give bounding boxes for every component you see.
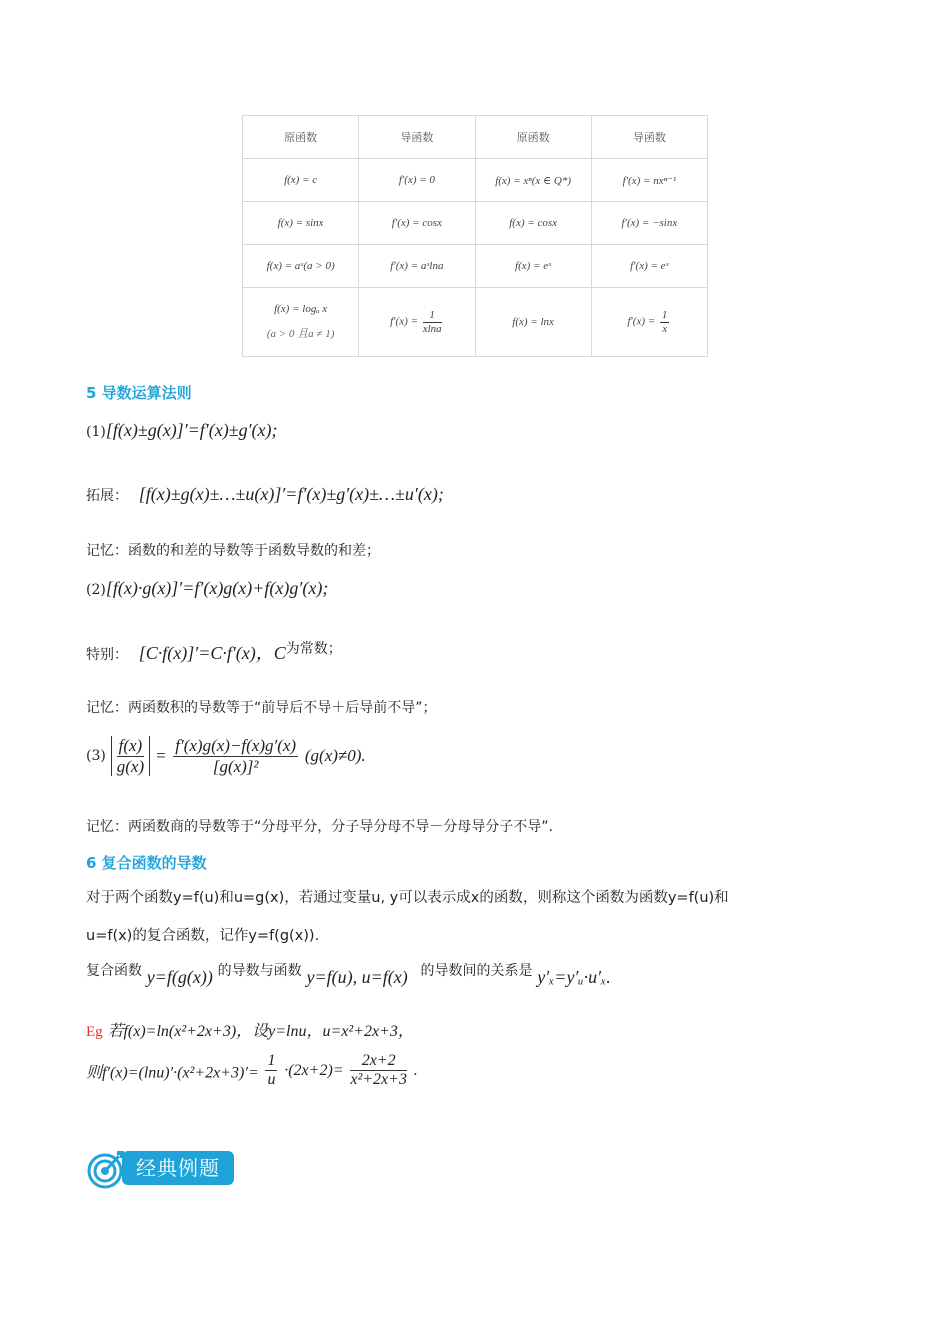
denominator: u [267,1071,276,1089]
table-cell [243,288,359,357]
formula-tail: 为常数； [285,641,342,657]
rule-1 [86,420,277,441]
table-cell: f′(x) = −sinx [591,202,707,245]
extension [86,484,444,505]
table-cell: f(x) = lnx [475,288,591,357]
table-cell: f′(x) = aˣlna [359,245,475,288]
eg-label: Eg [86,1024,103,1040]
table-cell: f′(x) = nxⁿ⁻¹ [591,159,707,202]
cell-prefix: f′(x) = [627,315,656,328]
text: 复合函数 [86,963,142,979]
table-header: 原函数 [475,116,591,159]
fraction [173,736,298,776]
memo: 记忆：两函数积的导数等于“前导后不导＋后导前不导”； [86,700,437,716]
condition: (g(x)≠0). [304,746,366,766]
formula: [f(x)±g(x)]′=f′(x)±g′(x); [105,420,278,440]
classic-examples-badge [86,1148,236,1190]
formula: ·(2x+2)= [284,1061,344,1079]
table-row [243,159,708,202]
rule-2 [86,578,328,599]
text: 的导数间的关系是 [420,963,533,979]
table-cell: f(x) = cosx [475,202,591,245]
rule-label: (3) [86,748,106,765]
table-header: 导函数 [359,116,475,159]
section-heading: 5 导数运算法则 [86,384,192,402]
special-label: 特别： [86,647,128,663]
table-cell: f′(x) = eˣ [591,245,707,288]
table-header-row [243,116,708,159]
formula: 则f′(x)=(lnu)′·(x²+2x+3)′= [86,1064,259,1082]
bracket [111,736,151,776]
table-cell: f(x) = c [243,159,359,202]
formula: [f(x)±g(x)±…±u(x)]′=f′(x)±g′(x)±…±u′(x); [138,484,444,504]
numerator: f(x) [118,736,143,755]
formula: y=f(u), u=f(x) [306,967,408,987]
table-cell: f′(x) = cosx [359,202,475,245]
table-cell: f(x) = xⁿ(x ∈ Q*) [475,159,591,202]
composite-relation [86,960,611,988]
denominator: x²+2x+3 [350,1071,407,1089]
table-cell: f(x) = aˣ(a > 0) [243,245,359,288]
memo: 记忆：函数的和差的导数等于函数导数的和差； [86,543,380,559]
rule-3: (3) $\frac{f(x)}{g(x)}$ = $\frac{f'(x)g(x)-f(x)g'(x)}{\text{[g(x)]²}}$ (g(x)≠0). [86,736,366,776]
formula: [C·f(x)]′=C·f′(x)，C [138,643,286,663]
cell-prefix: f′(x) = [390,315,418,328]
fraction [350,1052,407,1090]
derivative-table [242,115,708,357]
example-line-2 [86,1052,418,1090]
formula: . [413,1061,418,1079]
denominator: xlna [422,322,442,335]
numerator: 1 [423,309,442,323]
table-cell: f(x) = sinx [243,202,359,245]
formula: y′ₓ=y′ᵤ·u′ₓ. [537,967,611,987]
example-line-1 [86,1018,414,1041]
table-row [243,202,708,245]
badge-label: 经典例题 [122,1151,234,1185]
table-row [243,245,708,288]
section-heading: 6 复合函数的导数 [86,854,207,872]
table-cell: f′(x) = 0 [359,159,475,202]
table-row [243,288,708,357]
denominator: x [662,322,668,335]
numerator: 1 [265,1052,277,1071]
memo: 记忆：两函数商的导数等于“分母平分，分子导分母不导－分母导分子不导”. [86,819,553,835]
numerator: 1 [661,308,668,321]
log-function: f(x) = logₐ x [274,303,328,315]
paragraph: 对于两个函数y=f(u)和u=g(x)，若通过变量u, y可以表示成x的函数，则称这个函数为函数y=f(u)和 [86,890,729,906]
fraction [660,309,670,335]
table-header: 导函数 [591,116,707,159]
ext-label: 拓展： [86,488,128,504]
table-cell [359,288,475,357]
paragraph: u=f(x)的复合函数，记作y=f(g(x)). [86,928,320,944]
special-case [86,638,342,665]
text: 的导数与函数 [217,963,302,979]
log-condition: (a > 0 且a ≠ 1) [266,328,335,340]
formula: 若f(x)=ln(x²+2x+3)，设y=lnu，u=x²+2x+3， [107,1023,414,1040]
numerator: 2x+2 [350,1052,407,1071]
denominator: [g(x)]² [212,756,259,776]
table-cell: f(x) = eˣ [475,245,591,288]
fraction [265,1052,277,1090]
rule-label: (2) [86,582,106,598]
formula: [f(x)·g(x)]′=f′(x)g(x)+f(x)g′(x); [105,578,329,598]
rule-label: (1) [86,424,106,440]
table-header: 原函数 [243,116,359,159]
fraction [423,309,442,335]
fraction [117,736,145,776]
table-cell [591,288,707,357]
formula: y=f(g(x)) [146,967,213,987]
denominator: g(x) [116,756,145,776]
numerator: f′(x)g(x)−f(x)g′(x) [175,736,297,755]
